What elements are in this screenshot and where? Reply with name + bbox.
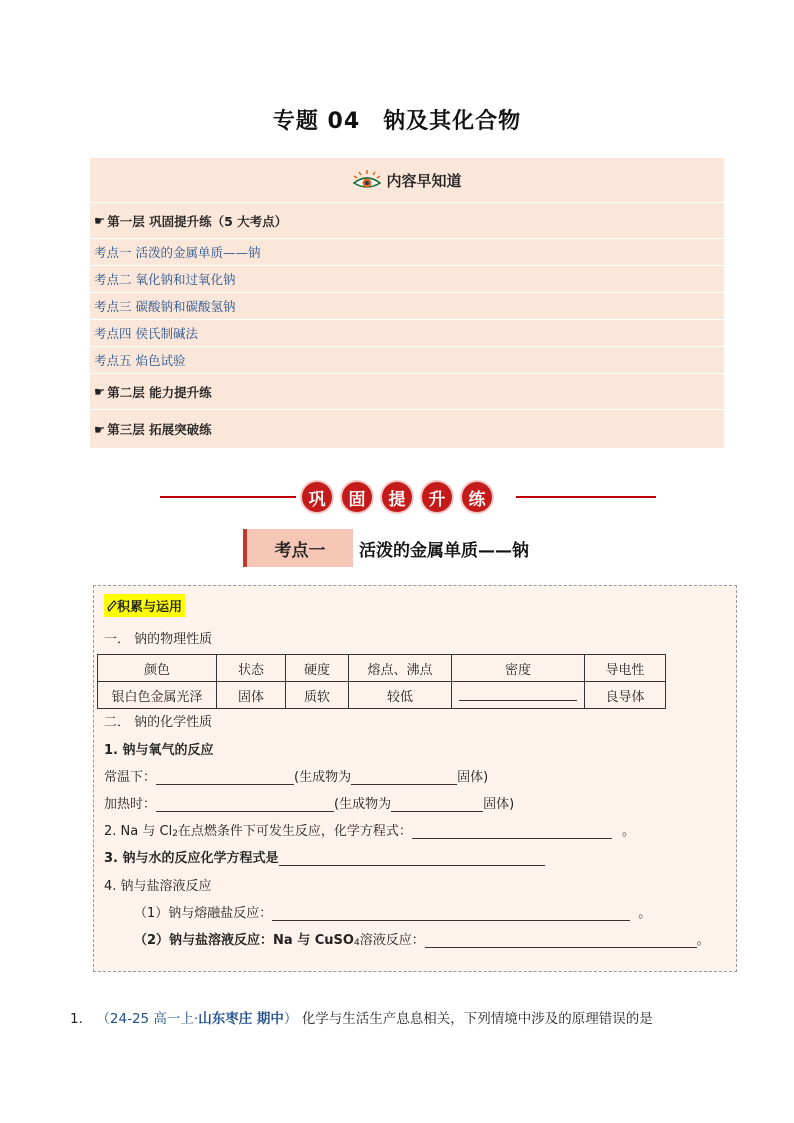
question-number: 1． (70, 1011, 93, 1027)
question-source-prefix: （24-25 高一上· (96, 1011, 199, 1027)
chlorine-label-a: 2. Na 与 Cl (104, 824, 173, 839)
properties-table (97, 654, 666, 709)
chlorine-label-b: 在点燃条件下可发生反应，化学方程式： (177, 824, 412, 839)
salt-solution-blank[interactable] (425, 933, 697, 948)
normal-temp-blank[interactable] (156, 770, 294, 785)
water-label: 3. 钠与水的反应化学方程式是 (104, 851, 279, 866)
molten-salt-line (134, 902, 651, 921)
density-blank-cell[interactable] (452, 682, 585, 709)
chlorine-equation-blank[interactable] (412, 824, 612, 839)
table-header-row (98, 655, 666, 682)
table-header: 密度 (452, 655, 585, 682)
chlorine-subscript: 2 (172, 829, 178, 839)
table-cell: 银白色金属光泽 (98, 682, 217, 709)
table-header: 熔点、沸点 (349, 655, 452, 682)
water-equation-blank[interactable] (279, 851, 545, 866)
banner-char: 巩 (300, 480, 334, 514)
salt-solution-label-b: 溶液反应： (359, 933, 425, 948)
toc-point-4-label: 考点四 侯氏制碱法 (94, 326, 198, 341)
banner-char: 升 (420, 480, 454, 514)
salt-solution-line (134, 929, 710, 948)
table-header: 颜色 (98, 655, 217, 682)
table-cell: 较低 (349, 682, 452, 709)
chlorine-line (104, 820, 635, 839)
toc-point-1-label: 考点一 活泼的金属单质——钠 (94, 245, 261, 260)
toc-layer-2-label: 第二层 能力提升练 (107, 384, 212, 400)
banner-char: 练 (460, 480, 494, 514)
normal-product-blank[interactable] (351, 770, 457, 785)
molten-salt-blank[interactable] (272, 906, 630, 921)
solid-label: 固体) (457, 770, 489, 785)
point-title: 活泼的金属单质——钠 (359, 540, 529, 561)
knowledge-box (93, 585, 737, 972)
toc-point-3-label: 考点三 碳酸钠和碳酸氢钠 (94, 299, 236, 314)
heating-label: 加热时： (104, 797, 157, 812)
question-source-exam: 山东枣庄 期中 (198, 1011, 284, 1027)
banner-char: 提 (380, 480, 414, 514)
table-cell: 质软 (286, 682, 349, 709)
banner-char: 固 (340, 480, 374, 514)
toc-layer-1[interactable] (90, 202, 724, 238)
contents-panel (90, 158, 724, 448)
table-row (98, 682, 666, 709)
contents-heading-text: 内容早知道 (386, 171, 462, 190)
accumulate-label (104, 594, 185, 617)
toc-point-4[interactable] (90, 319, 724, 346)
toc-point-2[interactable] (90, 265, 724, 292)
table-header: 硬度 (286, 655, 349, 682)
contents-heading (90, 158, 724, 202)
density-blank[interactable] (459, 686, 577, 701)
banner-rule-right (516, 496, 656, 498)
toc-layer-2[interactable] (90, 373, 724, 409)
heating-blank[interactable] (156, 797, 334, 812)
oxygen-reaction-title: 1. 钠与氧气的反应 (104, 743, 214, 758)
page-title: 专题 04 钠及其化合物 (272, 109, 522, 134)
cuso4-subscript: 4 (353, 938, 360, 948)
salt-reaction-title: 4. 钠与盐溶液反应 (104, 879, 212, 894)
point-tag: 考点一 (243, 529, 353, 567)
toc-point-5-label: 考点五 焰色试验 (94, 353, 186, 368)
solid-label: 固体) (483, 797, 515, 812)
toc-layer-3[interactable] (90, 409, 724, 448)
toc-layer-3-label: 第三层 拓展突破练 (107, 422, 212, 437)
period: 。 (696, 933, 710, 948)
pencil-icon (107, 600, 117, 612)
salt-solution-label-a: （2）钠与盐溶液反应：Na 与 CuSO (134, 933, 354, 948)
heating-line (104, 793, 514, 812)
table-header: 导电性 (585, 655, 666, 682)
table-cell: 固体 (217, 682, 286, 709)
product-label: (生成物为 (294, 770, 352, 785)
toc-point-1[interactable] (90, 238, 724, 265)
toc-point-2-label: 考点二 氧化钠和过氧化钠 (94, 272, 236, 287)
section-physical: 一． 钠的物理性质 (104, 632, 213, 647)
period: 。 (638, 906, 652, 921)
normal-temp-line (104, 766, 488, 785)
accumulate-text: 积累与运用 (117, 600, 183, 615)
product-label: (生成物为 (334, 797, 392, 812)
toc-point-3[interactable] (90, 292, 724, 319)
table-cell: 良导体 (585, 682, 666, 709)
eye-icon (352, 170, 382, 190)
pointing-hand-icon: ☛ (94, 421, 106, 437)
table-header: 状态 (217, 655, 286, 682)
toc-point-5[interactable] (90, 346, 724, 373)
section-banner (160, 480, 656, 514)
question-source-suffix: ） (283, 1011, 298, 1027)
heating-product-blank[interactable] (391, 797, 483, 812)
period: 。 (621, 824, 635, 839)
point-heading (243, 529, 529, 567)
banner-rule-left (160, 496, 296, 498)
question-text: 化学与生活生产息息相关，下列情境中涉及的原理错误的是 (301, 1011, 653, 1027)
molten-salt-label: （1）钠与熔融盐反应： (134, 906, 273, 921)
question-source (96, 1011, 297, 1027)
pointing-hand-icon: ☛ (94, 213, 106, 228)
question-1 (70, 1007, 653, 1027)
toc-layer-1-label: 第一层 巩固提升练（5 大考点） (107, 213, 288, 229)
water-line (104, 847, 545, 866)
section-chemical: 二． 钠的化学性质 (104, 715, 213, 730)
pointing-hand-icon: ☛ (94, 384, 106, 399)
normal-temp-label: 常温下： (104, 770, 157, 785)
